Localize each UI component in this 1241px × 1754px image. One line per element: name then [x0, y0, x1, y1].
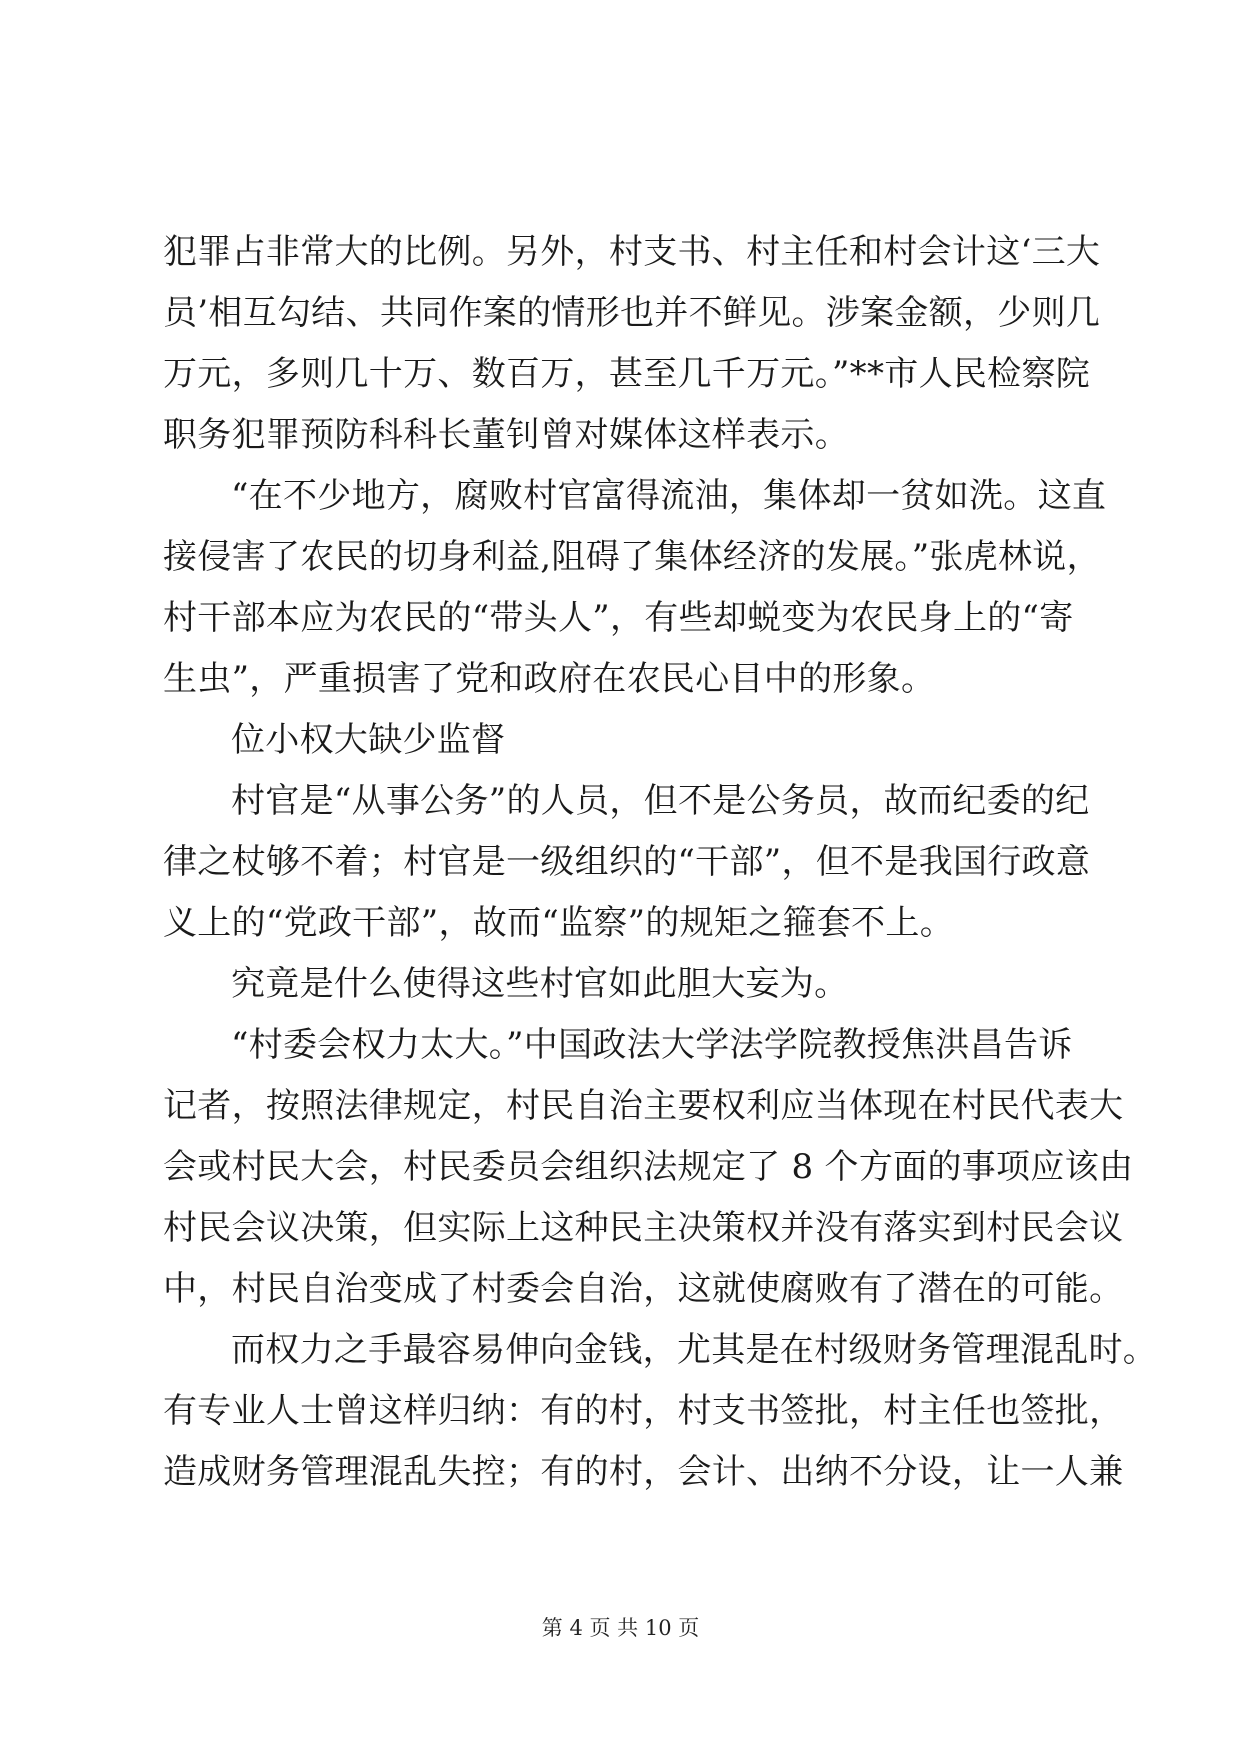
text-line: 义上的“党政干部”，故而“监察”的规矩之箍套不上。 — [163, 903, 955, 943]
section-heading — [163, 710, 1083, 771]
paragraph — [163, 222, 1101, 466]
page-footer — [0, 1614, 1241, 1642]
text-line: 生虫”，严重损害了党和政府在农民心目中的形象。 — [163, 659, 936, 699]
text-line: 接侵害了农民的切身利益,阻碍了集体经济的发展。”张虎林说， — [163, 537, 1101, 577]
text-line: 村官是“从事公务”的人员，但不是公务员，故而纪委的纪 — [231, 781, 1090, 821]
paragraph — [163, 1015, 1134, 1320]
text-line: 会或村民大会，村民委员会组织法规定了 8 个方面的事项应该由 — [163, 1147, 1134, 1187]
text-line: 位小权大缺少监督 — [231, 720, 506, 760]
text-line: 有专业人士曾这样归纳：有的村，村支书签批，村主任也签批， — [163, 1391, 1124, 1431]
paragraph — [163, 466, 1107, 710]
paragraph — [163, 954, 1083, 1015]
text-line: “在不少地方，腐败村官富得流油，集体却一贫如洗。这直 — [231, 476, 1107, 516]
text-line: 村干部本应为农民的“带头人”，有些却蜕变为农民身上的“寄 — [163, 598, 1074, 638]
text-line: 造成财务管理混乱失控；有的村，会计、出纳不分设，让一人兼 — [163, 1452, 1124, 1492]
text-line: 犯罪占非常大的比例。另外，村支书、村主任和村会计这‘三大 — [163, 232, 1101, 272]
text-line: 职务犯罪预防科科长董钊曾对媒体这样表示。 — [163, 415, 849, 455]
text-line: 而权力之手最容易伸向金钱，尤其是在村级财务管理混乱时。 — [231, 1330, 1158, 1370]
page-number: 第 4 页 共 10 页 — [541, 1616, 700, 1640]
paragraph — [163, 1320, 1158, 1503]
text-line: 万元，多则几十万、数百万，甚至几千万元。”**市人民检察院 — [163, 354, 1091, 394]
paragraph — [163, 771, 1091, 954]
text-line: “村委会权力太大。”中国政法大学法学院教授焦洪昌告诉 — [231, 1025, 1073, 1065]
text-line: 究竟是什么使得这些村官如此胆大妄为。 — [231, 964, 849, 1004]
text-line: 员’相互勾结、共同作案的情形也并不鲜见。涉案金额，少则几 — [163, 293, 1101, 333]
text-line: 记者，按照法律规定，村民自治主要权利应当体现在村民代表大 — [163, 1086, 1124, 1126]
body-text — [163, 222, 1158, 1503]
text-line: 中，村民自治变成了村委会自治，这就使腐败有了潜在的可能。 — [163, 1269, 1124, 1309]
text-line: 律之杖够不着；村官是一级组织的“干部”，但不是我国行政意 — [163, 842, 1091, 882]
text-line: 村民会议决策，但实际上这种民主决策权并没有落实到村民会议 — [163, 1208, 1124, 1248]
